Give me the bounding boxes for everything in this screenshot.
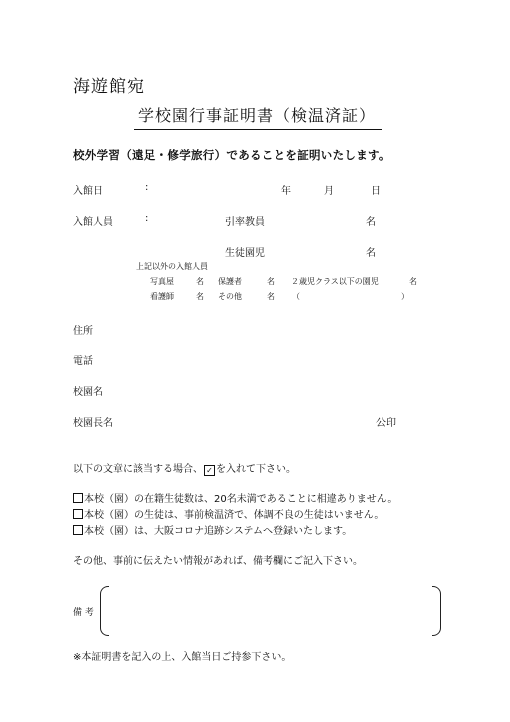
checked-box-icon: ✓: [204, 465, 215, 476]
other-label: その他: [218, 292, 242, 301]
visit-date-day: 日: [371, 186, 381, 197]
under2-unit: 名: [409, 277, 417, 286]
visit-date-label: 入館日: [73, 186, 103, 197]
instruction-after: を入れて下さい。: [216, 464, 296, 475]
teachers-label: 引率教員: [225, 217, 265, 228]
other-unit: 名: [267, 292, 275, 301]
phone-label: 電話: [73, 356, 93, 367]
remarks-prompt: その他、事前に伝えたい情報があれば、備考欄にご記入下さい。: [73, 556, 363, 567]
checklist-item-text: 本校（園）の在籍生徒数は、20名未満であることに相違ありません。: [84, 494, 398, 505]
checklist-item: [73, 490, 397, 505]
document-title: 学校園行事証明書（検温済証）: [134, 103, 382, 130]
remarks-label: 備 考: [73, 608, 94, 618]
other-paren-open: （: [292, 292, 300, 301]
checkbox-icon[interactable]: [73, 509, 83, 519]
visit-date-colon: :: [145, 182, 149, 193]
lead-statement: 校外学習（遠足・修学旅行）であることを証明いたします。: [73, 148, 391, 162]
footer-note: ※本証明書を記入の上、入館当日ご持参下さい。: [73, 652, 292, 663]
checklist-item: [73, 506, 384, 521]
checkbox-icon[interactable]: [73, 493, 83, 503]
students-unit: 名: [366, 248, 376, 259]
attendees-label: 入館人員: [73, 217, 113, 228]
visit-date-year: 年: [281, 186, 291, 197]
teachers-unit: 名: [366, 217, 376, 228]
photographer-unit: 名: [196, 277, 204, 286]
instruction-text: [73, 460, 296, 476]
guardian-unit: 名: [267, 277, 275, 286]
nurse-label: 看護師: [150, 292, 174, 301]
checklist-item: [73, 522, 352, 537]
official-seal-label: 公印: [376, 418, 396, 429]
addressee: 海遊館宛: [73, 77, 145, 97]
other-attendees-heading: 上記以外の入館人員: [136, 262, 208, 271]
attendees-colon: :: [145, 213, 149, 224]
photographer-label: 写真屋: [150, 277, 174, 286]
checklist-item-text: 本校（園）の生徒は、事前検温済で、体調不良の生徒はいません。: [84, 510, 385, 521]
remarks-box-right-bracket[interactable]: [432, 586, 441, 636]
nurse-unit: 名: [196, 292, 204, 301]
other-paren-close: ）: [401, 292, 409, 301]
students-label: 生徒園児: [225, 248, 265, 259]
remarks-box-left-bracket[interactable]: [100, 586, 109, 636]
visit-date-month: 月: [324, 186, 334, 197]
instruction-before: 以下の文章に該当する場合、: [73, 464, 203, 475]
guardian-label: 保護者: [218, 277, 242, 286]
address-label: 住所: [73, 326, 93, 337]
principal-label: 校園長名: [73, 418, 113, 429]
checklist-item-text: 本校（園）は、大阪コロナ追跡システムへ登録いたします。: [84, 526, 353, 537]
under2-label: ２歳児クラス以下の園児: [291, 277, 379, 286]
school-name-label: 校園名: [73, 387, 103, 398]
checkbox-icon[interactable]: [73, 525, 83, 535]
